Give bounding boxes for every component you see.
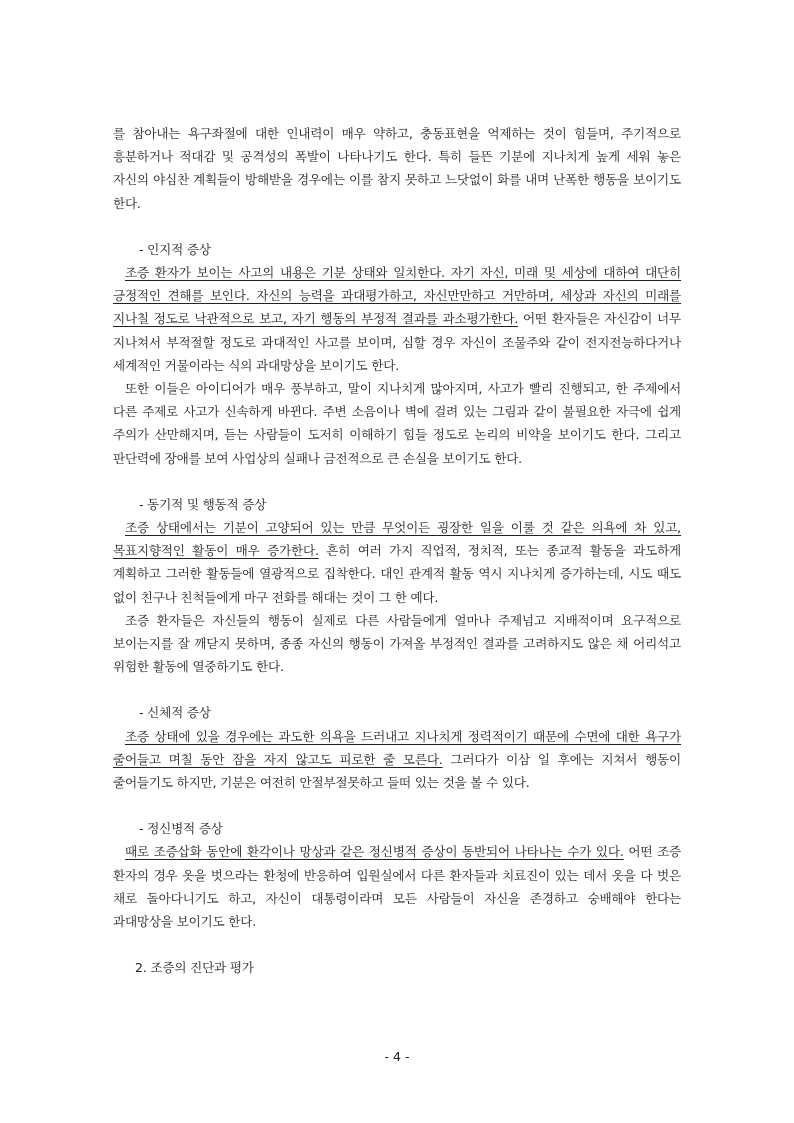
- heading-physical: - 신체적 증상: [139, 705, 211, 721]
- paragraph-text: 어떤 조증 환자의 경우 옷을 벗으라는 환청에 반응하여 입원실에서 다른 환자들과 치료진이 있는 데서 옷을 다 벗은 채로 돌아다니기도 하고, 자신이 대통령이라며 모든 사람들이 자신을 존경하고 숭배해야 한다는 과대망상을 보이기도 한다.: [113, 844, 681, 930]
- paragraph-cognitive-1: [113, 261, 681, 377]
- underlined-text: 조증 상태에 있을 경우에는 과도한 의욕을 드러내고 지나치게 정력적이기 때문에 수면에 대한 욕구가 줄어들고 며칠 동안 잠을 자지 않고도 피로한 줄 모른다.: [113, 728, 681, 767]
- underlined-text: 조증 상태에서는 기분이 고양되어 있는 만큼 무엇이든 굉장한 일을 이룰 것 같은 의욕에 차 있고, 목표지향적인 활동이 매우 증가한다.: [113, 520, 681, 559]
- paragraph-psychotic-1: [113, 840, 681, 933]
- document-body: [113, 122, 681, 980]
- paragraph-physical-1: [113, 725, 681, 795]
- paragraph-intro: 를 참아내는 욕구좌절에 대한 인내력이 매우 약하고, 충동표현을 억제하는 것이 힘들며, 주기적으로 흥분하거나 적대감 및 공격성의 폭발이 나타나기도 한다. 특히 들뜬 기분에 지나치게 높게 세워 놓은 자신의 야심찬 계획들이 방해받을 경우에는 이를 참지 못하고 느닷없이 화를 내며 난폭한 행동을 보이기도 한다.: [113, 126, 681, 211]
- paragraph-text: 어떤 환자들은 자신감이 너무 지나쳐서 부적절할 정도로 과대적인 사고를 보이며, 심할 경우 자신이 조물주와 같이 전지전능하다거나 세계적인 거물이라는 식의 과대망상을 보이기도 한다.: [113, 311, 681, 373]
- page-number: - 4 -: [384, 1049, 410, 1064]
- paragraph-text: 그러다가 이삼 일 후에는 지쳐서 행동이 줄어들기도 하지만, 기분은 여전히 안절부절못하고 들떠 있는 것을 볼 수 있다.: [113, 751, 681, 791]
- paragraph-behavior-2: 조증 환자들은 자신들의 행동이 실제로 다른 사람들에게 얼마나 주제넘고 지배적이며 요구적으로 보이는지를 잘 깨닫지 못하며, 종종 자신의 행동이 가져올 부정적인 결과를 고려하지도 않은 채 어리석고 위험한 활동에 열중하기도 한다.: [113, 612, 681, 675]
- paragraph-cognitive-2: 또한 이들은 아이디어가 매우 풍부하고, 말이 지나치게 많아지며, 사고가 빨리 진행되고, 한 주제에서 다른 주제로 사고가 신속하게 바뀐다. 주변 소음이나 벽에 걸려 있는 그림과 같이 불필요한 자극에 쉽게 주의가 산만해지며, 듣는 사람들이 도저히 이해하기 힘들 정도로 논리의 비약을 보이기도 한다. 그리고 판단력에 장애를 보여 사업상의 실패나 금전적으로 큰 손실을 보이기도 한다.: [113, 381, 681, 466]
- paragraph-behavior-1: [113, 516, 681, 609]
- underlined-text: 때로 조증삽화 동안에 환각이나 망상과 같은 정신병적 증상이 동반되어 나타나는 수가 있다.: [125, 844, 624, 860]
- heading-psychotic: - 정신병적 증상: [139, 821, 223, 837]
- section-heading-2: 2. 조증의 진단과 평가: [135, 960, 254, 976]
- paragraph-text: 흔히 여러 가지 직업적, 정치적, 또는 종교적 활동을 과도하게 계획하고 그러한 활동들에 열광적으로 집착한다. 대인 관계적 활동 역시 지나치게 증가하는데, 시도 때도 없이 친구나 친척들에게 마구 전화를 해대는 것이 그 한 예다.: [113, 543, 682, 605]
- heading-behavior: - 동기적 및 행동적 증상: [139, 496, 267, 512]
- underlined-text: 조증 환자가 보이는 사고의 내용은 기분 상태와 일치한다. 자기 자신, 미래 및 세상에 대하여 대단히 긍정적인 견해를 보인다. 자신의 능력을 과대평가하고, 자신만만하고 거만하며, 세상과 자신의 미래를 지나칠 정도로 낙관적으로 보고, 자기 행동의 부정적 결과를 과소평가한다.: [113, 265, 681, 327]
- heading-cognitive: - 인지적 증상: [139, 241, 211, 257]
